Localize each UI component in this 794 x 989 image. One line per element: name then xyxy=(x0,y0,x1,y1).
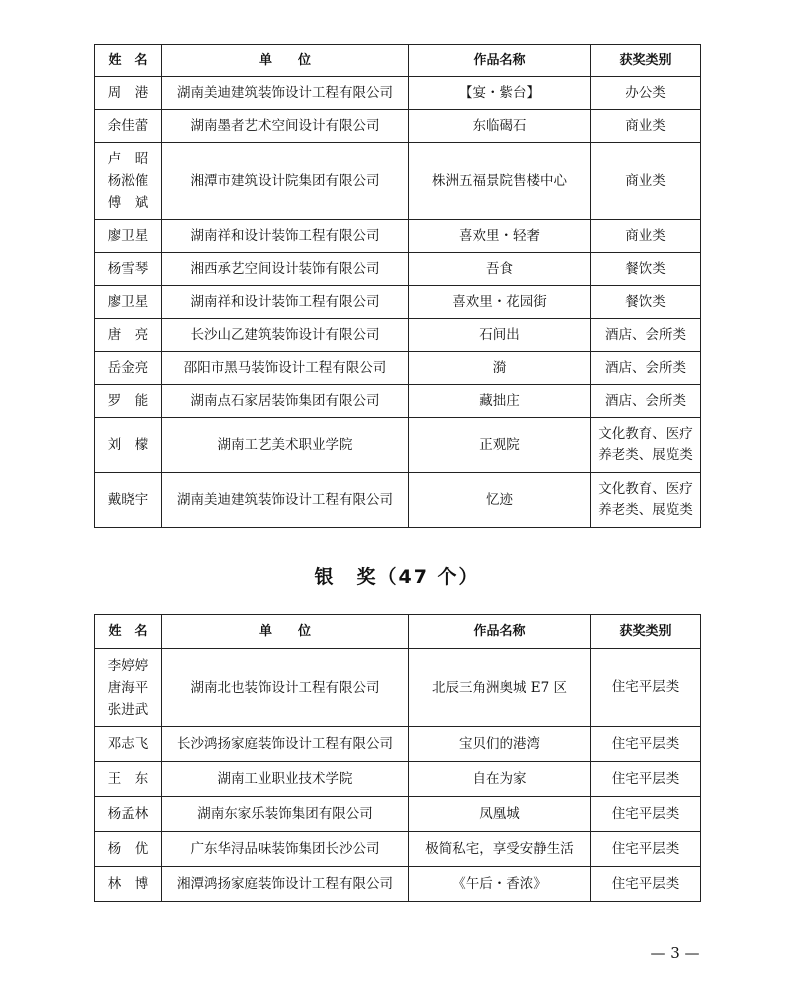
cell-category xyxy=(591,762,701,797)
person-name: 傅 斌 xyxy=(107,195,149,211)
category-text: 酒店、会所类 xyxy=(605,326,686,343)
cell-category xyxy=(591,867,701,902)
table-row xyxy=(95,286,701,319)
person-name: 卢 昭 xyxy=(107,151,149,167)
table-row xyxy=(95,473,701,528)
person-name: 杨孟林 xyxy=(107,806,149,822)
person-name: 李婷婷 xyxy=(107,657,149,674)
cell-category xyxy=(591,77,701,110)
person-name: 邓志飞 xyxy=(107,736,149,752)
cell-work: 极简私宅，享受安静生活 xyxy=(409,832,591,867)
table-header-row xyxy=(95,45,701,77)
header-work: 作品名称 xyxy=(409,615,591,649)
cell-name xyxy=(95,418,162,473)
table-row xyxy=(95,867,701,902)
cell-category xyxy=(591,352,701,385)
cell-unit: 湖南北也装饰设计工程有限公司 xyxy=(162,649,409,727)
cell-name xyxy=(95,727,162,762)
person-name: 刘 檬 xyxy=(107,437,149,453)
category-text: 住宅平层类 xyxy=(611,735,680,752)
silver-award-table xyxy=(94,614,701,902)
person-name: 戴晓宇 xyxy=(107,492,149,508)
cell-unit: 湖南东家乐装饰集团有限公司 xyxy=(162,797,409,832)
cell-name xyxy=(95,867,162,902)
cell-name xyxy=(95,352,162,385)
cell-work: 正观院 xyxy=(409,418,591,473)
cell-category xyxy=(591,110,701,143)
cell-name xyxy=(95,385,162,418)
header-unit: 单 位 xyxy=(162,615,409,649)
table-row xyxy=(95,319,701,352)
table-row xyxy=(95,385,701,418)
category-text: 养老类、展览类 xyxy=(598,502,693,518)
category-text: 办公类 xyxy=(625,84,666,101)
table-row xyxy=(95,77,701,110)
cell-unit: 长沙鸿扬家庭装饰设计工程有限公司 xyxy=(162,727,409,762)
cell-name xyxy=(95,253,162,286)
silver-award-section-title: 银 奖（47 个） xyxy=(314,566,480,588)
table-row xyxy=(95,352,701,385)
cell-name xyxy=(95,762,162,797)
person-name: 杨 优 xyxy=(107,841,149,857)
category-text: 酒店、会所类 xyxy=(605,359,686,376)
cell-name xyxy=(95,77,162,110)
table-row xyxy=(95,649,701,727)
person-name: 廖卫星 xyxy=(107,228,149,244)
cell-work: 喜欢里・轻奢 xyxy=(409,220,591,253)
person-name: 王 东 xyxy=(107,771,149,787)
table-row xyxy=(95,220,701,253)
table-row xyxy=(95,727,701,762)
cell-name xyxy=(95,286,162,319)
category-text: 住宅平层类 xyxy=(611,679,680,695)
person-name: 张进武 xyxy=(107,701,149,718)
cell-unit: 湖南工业职业技术学院 xyxy=(162,762,409,797)
table-row xyxy=(95,110,701,143)
person-name: 唐 亮 xyxy=(107,327,149,343)
cell-name xyxy=(95,143,162,220)
person-name: 杨淞傕 xyxy=(107,173,149,189)
cell-category xyxy=(591,286,701,319)
table-row xyxy=(95,832,701,867)
cell-unit: 湖南点石家居装饰集团有限公司 xyxy=(162,385,409,418)
cell-work: 石间出 xyxy=(409,319,591,352)
cell-work: 【宴・紫台】 xyxy=(409,77,591,110)
person-name: 林 博 xyxy=(107,876,149,892)
person-name: 周 港 xyxy=(107,85,149,101)
category-text: 酒店、会所类 xyxy=(605,392,686,409)
cell-name xyxy=(95,797,162,832)
person-name: 岳金亮 xyxy=(107,360,149,376)
cell-unit: 湖南祥和设计装饰工程有限公司 xyxy=(162,286,409,319)
category-text: 住宅平层类 xyxy=(611,770,680,787)
person-name: 杨雪琴 xyxy=(107,261,149,277)
person-name: 廖卫星 xyxy=(107,294,149,310)
cell-work: 宝贝们的港湾 xyxy=(409,727,591,762)
cell-unit: 湖南美迪建筑装饰设计工程有限公司 xyxy=(162,77,409,110)
cell-unit: 湘潭市建筑设计院集团有限公司 xyxy=(162,143,409,220)
cell-unit: 邵阳市黑马装饰设计工程有限公司 xyxy=(162,352,409,385)
cell-category xyxy=(591,649,701,727)
cell-category xyxy=(591,220,701,253)
header-name: 姓 名 xyxy=(95,45,162,77)
cell-work: 株洲五福景院售楼中心 xyxy=(409,143,591,220)
cell-name xyxy=(95,473,162,528)
category-text: 养老类、展览类 xyxy=(598,447,693,463)
category-text: 商业类 xyxy=(625,227,666,244)
cell-work: 忆迹 xyxy=(409,473,591,528)
cell-name xyxy=(95,832,162,867)
header-unit: 单 位 xyxy=(162,45,409,77)
person-name: 余佳蕾 xyxy=(107,118,149,134)
cell-unit: 湖南祥和设计装饰工程有限公司 xyxy=(162,220,409,253)
cell-name xyxy=(95,649,162,727)
cell-category xyxy=(591,143,701,220)
table-row xyxy=(95,797,701,832)
cell-work: 喜欢里・花园街 xyxy=(409,286,591,319)
cell-category xyxy=(591,319,701,352)
cell-unit: 湖南美迪建筑装饰设计工程有限公司 xyxy=(162,473,409,528)
cell-work: 漪 xyxy=(409,352,591,385)
category-text: 住宅平层类 xyxy=(611,875,680,892)
header-name: 姓 名 xyxy=(95,615,162,649)
cell-category xyxy=(591,797,701,832)
header-category: 获奖类别 xyxy=(591,45,701,77)
table-row xyxy=(95,253,701,286)
cell-unit: 湖南墨者艺术空间设计有限公司 xyxy=(162,110,409,143)
gold-award-table xyxy=(94,44,701,528)
cell-unit: 长沙山乙建筑装饰设计有限公司 xyxy=(162,319,409,352)
cell-name xyxy=(95,110,162,143)
cell-work: 自在为家 xyxy=(409,762,591,797)
cell-work: 《午后・香浓》 xyxy=(409,867,591,902)
cell-category xyxy=(591,727,701,762)
table-row xyxy=(95,143,701,220)
cell-name xyxy=(95,220,162,253)
category-text: 餐饮类 xyxy=(625,293,666,310)
cell-work: 北辰三角洲奥城 E7 区 xyxy=(409,649,591,727)
table-row xyxy=(95,762,701,797)
cell-work: 藏拙庄 xyxy=(409,385,591,418)
category-text: 餐饮类 xyxy=(625,260,666,277)
category-text: 住宅平层类 xyxy=(611,840,680,857)
category-text: 住宅平层类 xyxy=(611,805,680,822)
cell-category xyxy=(591,385,701,418)
cell-category xyxy=(591,418,701,473)
category-text: 文化教育、医疗 xyxy=(598,426,693,442)
cell-work: 吾食 xyxy=(409,253,591,286)
cell-category xyxy=(591,473,701,528)
category-text: 商业类 xyxy=(625,172,666,189)
cell-unit: 湘西承艺空间设计装饰有限公司 xyxy=(162,253,409,286)
cell-work: 东临碣石 xyxy=(409,110,591,143)
table-header-row xyxy=(95,615,701,649)
person-name: 罗 能 xyxy=(107,393,149,409)
header-work: 作品名称 xyxy=(409,45,591,77)
table-row xyxy=(95,418,701,473)
page-number: — 3 — xyxy=(650,944,700,962)
cell-unit: 湘潭鸿扬家庭装饰设计工程有限公司 xyxy=(162,867,409,902)
gold-award-rows xyxy=(95,77,701,528)
cell-category xyxy=(591,253,701,286)
header-category: 获奖类别 xyxy=(591,615,701,649)
cell-unit: 湖南工艺美术职业学院 xyxy=(162,418,409,473)
category-text: 商业类 xyxy=(625,117,666,134)
person-name: 唐海平 xyxy=(107,679,149,696)
cell-name xyxy=(95,319,162,352)
cell-unit: 广东华浔品味装饰集团长沙公司 xyxy=(162,832,409,867)
category-text: 文化教育、医疗 xyxy=(598,481,693,497)
silver-award-rows xyxy=(95,649,701,902)
cell-category xyxy=(591,832,701,867)
cell-work: 凤凰城 xyxy=(409,797,591,832)
